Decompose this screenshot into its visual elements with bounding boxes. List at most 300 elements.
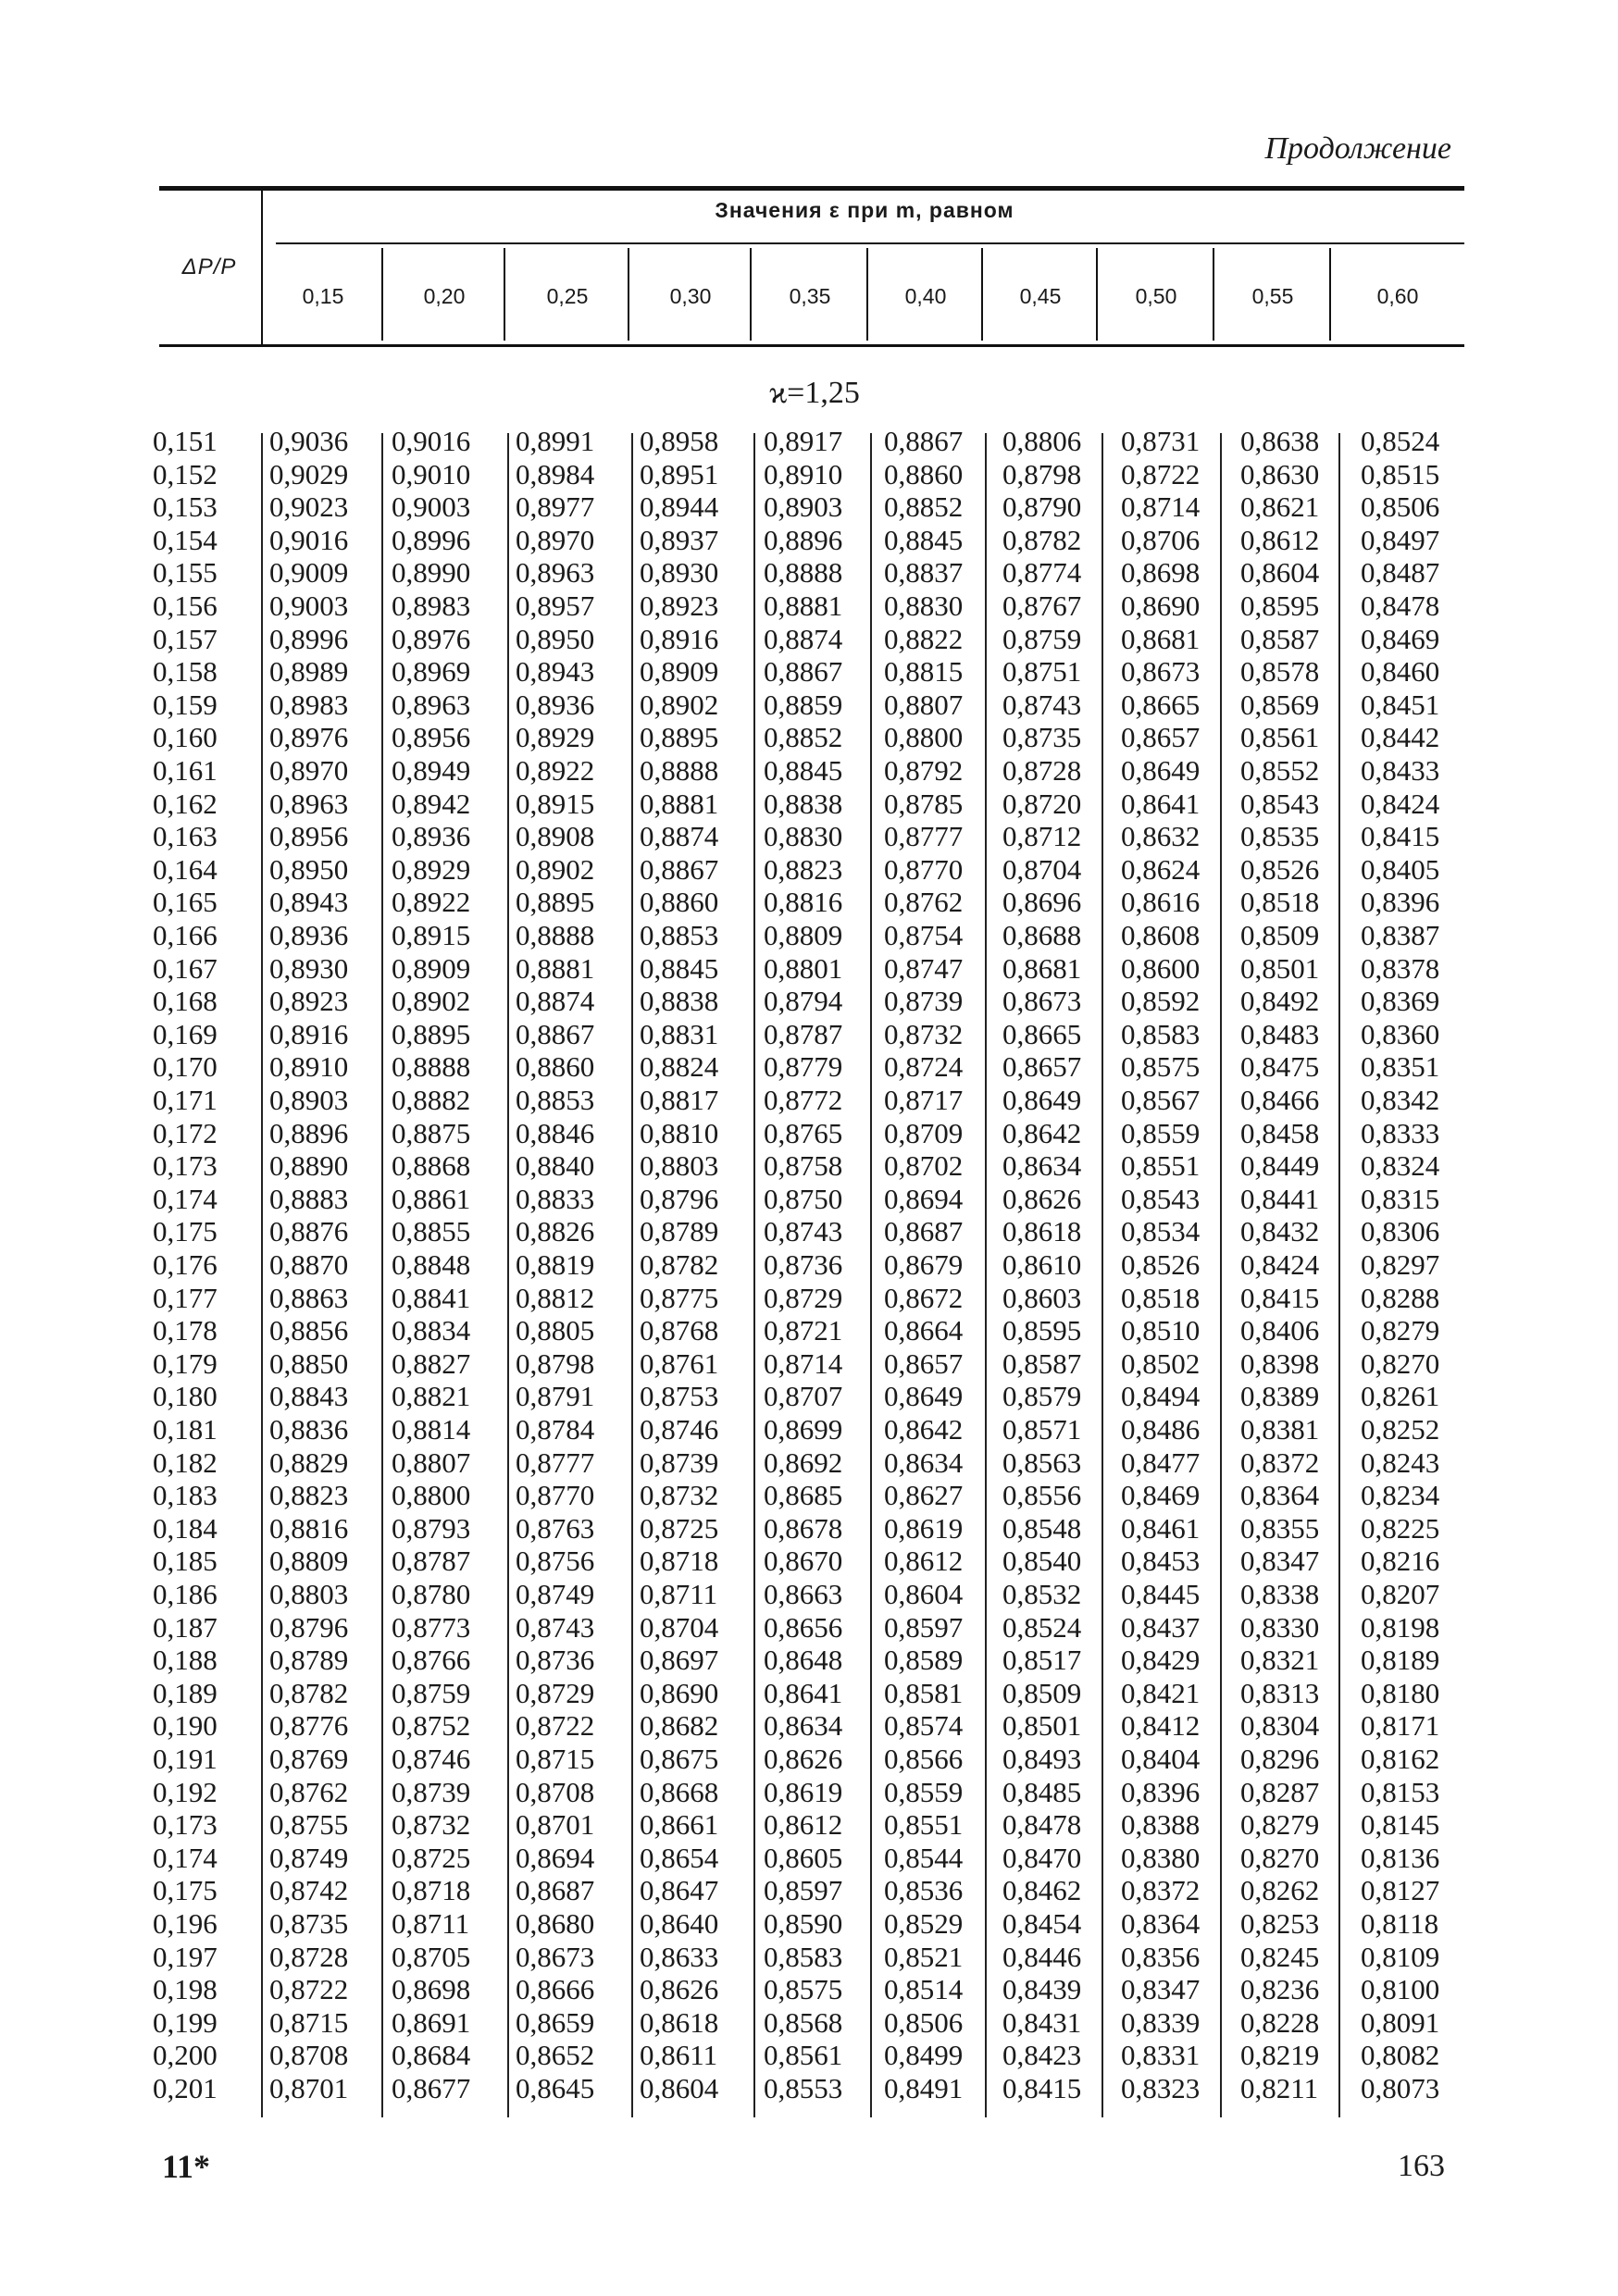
value-cell: 0,8563 (1002, 1446, 1082, 1479)
value-cell: 0,8867 (640, 852, 719, 886)
value-cell: 0,8396 (1121, 1775, 1201, 1808)
value-cell: 0,8888 (640, 754, 719, 787)
value-cell: 0,8656 (764, 1610, 843, 1644)
value-cell: 0,8270 (1361, 1347, 1440, 1380)
value-cell: 0,8983 (269, 688, 349, 721)
value-cell: 0,8491 (884, 2072, 964, 2104)
value-cell: 0,8432 (1240, 1215, 1320, 1248)
value-cell: 0,8909 (640, 655, 719, 689)
value-cell: 0,8731 (1121, 425, 1201, 457)
column-divider (381, 433, 383, 2117)
row-key-cell: 0,167 (153, 951, 218, 985)
row-key-cell: 0,169 (153, 1017, 218, 1050)
row-key-cell: 0,173 (153, 1808, 218, 1842)
value-cell: 0,8162 (1361, 1743, 1440, 1775)
row-key-cell: 0,162 (153, 787, 218, 820)
value-cell: 0,8909 (392, 951, 471, 985)
value-cell: 0,8845 (640, 951, 719, 985)
value-cell: 0,8442 (1361, 721, 1440, 754)
value-cell: 0,8718 (392, 1874, 471, 1907)
value-cell: 0,8777 (884, 820, 964, 853)
value-cell: 0,8437 (1121, 1610, 1201, 1644)
value-cell: 0,8705 (392, 1940, 471, 1973)
value-cell: 0,8575 (764, 1973, 843, 2006)
column-header-divider (1213, 248, 1214, 341)
value-cell: 0,8996 (269, 622, 349, 655)
value-cell: 0,8943 (516, 655, 595, 689)
value-cell: 0,8421 (1121, 1676, 1201, 1709)
value-cell: 0,8082 (1361, 2039, 1440, 2072)
row-key-cell: 0,173 (153, 1149, 218, 1183)
value-cell: 0,8882 (392, 1084, 471, 1116)
row-key-cell: 0,201 (153, 2072, 218, 2104)
value-cell: 0,8619 (884, 1511, 964, 1545)
row-key-cell: 0,174 (153, 1182, 218, 1215)
value-cell: 0,9023 (269, 490, 349, 524)
value-cell: 0,8321 (1240, 1644, 1320, 1677)
value-cell: 0,8722 (1121, 457, 1201, 490)
value-cell: 0,8687 (516, 1874, 595, 1907)
value-cell: 0,8387 (1361, 919, 1440, 951)
row-key-cell: 0,180 (153, 1380, 218, 1413)
value-cell: 0,8796 (269, 1610, 349, 1644)
value-cell: 0,8739 (640, 1446, 719, 1479)
value-cell: 0,8970 (269, 754, 349, 787)
value-cell: 0,8626 (764, 1743, 843, 1775)
value-cell: 0,8682 (640, 1709, 719, 1743)
value-cell: 0,8800 (392, 1479, 471, 1512)
value-cell: 0,8600 (1121, 951, 1201, 985)
row-key-cell: 0,171 (153, 1084, 218, 1116)
value-cell: 0,8603 (1002, 1281, 1082, 1314)
value-cell: 0,8852 (764, 721, 843, 754)
value-cell: 0,9029 (269, 457, 349, 490)
value-cell: 0,8742 (269, 1874, 349, 1907)
value-cell: 0,9010 (392, 457, 471, 490)
value-cell: 0,8868 (392, 1149, 471, 1183)
value-cell: 0,8670 (764, 1545, 843, 1578)
value-cell: 0,8874 (640, 820, 719, 853)
value-cell: 0,8916 (640, 622, 719, 655)
value-cell: 0,8848 (392, 1248, 471, 1281)
value-cell: 0,8694 (516, 1841, 595, 1874)
value-cell: 0,8916 (269, 1017, 349, 1050)
value-cell: 0,8216 (1361, 1545, 1440, 1578)
value-cell: 0,9003 (392, 490, 471, 524)
value-cell: 0,8798 (516, 1347, 595, 1380)
value-cell: 0,8958 (640, 425, 719, 457)
column-header-divider (504, 248, 505, 341)
value-cell: 0,8663 (764, 1578, 843, 1610)
value-cell: 0,8372 (1240, 1446, 1320, 1479)
value-cell: 0,9036 (269, 425, 349, 457)
value-cell: 0,8874 (764, 622, 843, 655)
value-cell: 0,8571 (1002, 1413, 1082, 1446)
value-cell: 0,8809 (269, 1545, 349, 1578)
value-cell: 0,8262 (1240, 1874, 1320, 1907)
value-cell: 0,8297 (1361, 1248, 1440, 1281)
value-cell: 0,8604 (884, 1578, 964, 1610)
column-header-divider (1329, 248, 1331, 341)
value-cell: 0,8470 (1002, 1841, 1082, 1874)
value-cell: 0,8807 (392, 1446, 471, 1479)
value-cell: 0,8439 (1002, 1973, 1082, 2006)
value-cell: 0,8923 (640, 590, 719, 622)
value-cell: 0,8659 (516, 2005, 595, 2039)
section-label: ϰ=1,25 (769, 376, 860, 410)
value-cell: 0,8709 (884, 1116, 964, 1149)
value-cell: 0,8908 (516, 820, 595, 853)
value-cell: 0,8526 (1240, 852, 1320, 886)
value-cell: 0,8587 (1002, 1347, 1082, 1380)
value-cell: 0,8339 (1121, 2005, 1201, 2039)
value-cell: 0,8752 (392, 1709, 471, 1743)
value-cell: 0,8881 (516, 951, 595, 985)
value-cell: 0,8714 (764, 1347, 843, 1380)
value-cell: 0,9003 (269, 590, 349, 622)
value-cell: 0,8704 (640, 1610, 719, 1644)
value-cell: 0,8497 (1361, 523, 1440, 556)
row-key-cell: 0,153 (153, 490, 218, 524)
value-cell: 0,8540 (1002, 1545, 1082, 1578)
value-cell: 0,8568 (764, 2005, 843, 2039)
value-cell: 0,8824 (640, 1050, 719, 1084)
value-cell: 0,8845 (884, 523, 964, 556)
value-cell: 0,8888 (764, 556, 843, 590)
column-header: 0,30 (669, 283, 712, 308)
column-header: 0,15 (302, 283, 344, 308)
value-cell: 0,8551 (884, 1808, 964, 1842)
column-header-divider (381, 248, 383, 341)
column-header-divider (866, 248, 868, 341)
value-cell: 0,8445 (1121, 1578, 1201, 1610)
value-cell: 0,8685 (764, 1479, 843, 1512)
value-cell: 0,8616 (1121, 886, 1201, 919)
value-cell: 0,8279 (1240, 1808, 1320, 1842)
row-key-cell: 0,189 (153, 1676, 218, 1709)
value-cell: 0,8654 (640, 1841, 719, 1874)
value-cell: 0,8136 (1361, 1841, 1440, 1874)
value-cell: 0,8728 (269, 1940, 349, 1973)
value-cell: 0,8732 (884, 1017, 964, 1050)
value-cell: 0,8790 (1002, 490, 1082, 524)
value-cell: 0,8624 (1121, 852, 1201, 886)
column-header: 0,40 (904, 283, 947, 308)
value-cell: 0,8809 (764, 919, 843, 951)
value-cell: 0,8796 (640, 1182, 719, 1215)
value-cell: 0,8853 (516, 1084, 595, 1116)
value-cell: 0,8627 (884, 1479, 964, 1512)
value-cell: 0,8535 (1240, 820, 1320, 853)
value-cell: 0,8697 (640, 1644, 719, 1677)
value-cell: 0,8648 (764, 1644, 843, 1677)
value-cell: 0,8342 (1361, 1084, 1440, 1116)
value-cell: 0,8936 (269, 919, 349, 951)
value-cell: 0,8641 (764, 1676, 843, 1709)
value-cell: 0,8826 (516, 1215, 595, 1248)
value-cell: 0,8423 (1002, 2039, 1082, 2072)
value-cell: 0,8770 (516, 1479, 595, 1512)
value-cell: 0,8812 (516, 1281, 595, 1314)
value-cell: 0,8619 (764, 1775, 843, 1808)
row-key-cell: 0,151 (153, 425, 218, 457)
column-header-divider (1096, 248, 1098, 341)
value-cell: 0,8991 (516, 425, 595, 457)
value-cell: 0,8668 (640, 1775, 719, 1808)
value-cell: 0,8755 (269, 1808, 349, 1842)
value-cell: 0,8936 (392, 820, 471, 853)
value-cell: 0,8770 (884, 852, 964, 886)
value-cell: 0,8612 (764, 1808, 843, 1842)
value-cell: 0,8514 (884, 1973, 964, 2006)
value-cell: 0,8983 (392, 590, 471, 622)
row-key-cell: 0,160 (153, 721, 218, 754)
value-cell: 0,8782 (1002, 523, 1082, 556)
value-cell: 0,8801 (764, 951, 843, 985)
value-cell: 0,8621 (1240, 490, 1320, 524)
value-cell: 0,8915 (392, 919, 471, 951)
value-cell: 0,8690 (640, 1676, 719, 1709)
value-cell: 0,8415 (1002, 2072, 1082, 2104)
value-cell: 0,8816 (764, 886, 843, 919)
value-cell: 0,8672 (884, 1281, 964, 1314)
top-rule (159, 186, 1464, 191)
value-cell: 0,8649 (1121, 754, 1201, 787)
value-cell: 0,8657 (1121, 721, 1201, 754)
value-cell: 0,8687 (884, 1215, 964, 1248)
row-key-cell: 0,175 (153, 1874, 218, 1907)
value-cell: 0,8930 (269, 951, 349, 985)
group-header: Значения ε при m, равном (715, 198, 1014, 222)
column-header-divider (981, 248, 983, 341)
value-cell: 0,8883 (269, 1182, 349, 1215)
value-cell: 0,8936 (516, 688, 595, 721)
value-cell: 0,8875 (392, 1116, 471, 1149)
value-cell: 0,8469 (1121, 1479, 1201, 1512)
row-key-cell: 0,159 (153, 688, 218, 721)
value-cell: 0,8944 (640, 490, 719, 524)
value-cell: 0,8626 (640, 1973, 719, 2006)
value-cell: 0,8751 (1002, 655, 1082, 689)
column-header: 0,35 (789, 283, 831, 308)
value-cell: 0,8517 (1002, 1644, 1082, 1677)
value-cell: 0,8791 (516, 1380, 595, 1413)
row-key-cell: 0,185 (153, 1545, 218, 1578)
value-cell: 0,8867 (764, 655, 843, 689)
value-cell: 0,8091 (1361, 2005, 1440, 2039)
value-cell: 0,8536 (884, 1874, 964, 1907)
value-cell: 0,8441 (1240, 1182, 1320, 1215)
value-cell: 0,8831 (640, 1017, 719, 1050)
value-cell: 0,8789 (269, 1644, 349, 1677)
value-cell: 0,8641 (1121, 787, 1201, 820)
value-cell: 0,9016 (392, 425, 471, 457)
value-cell: 0,8518 (1121, 1281, 1201, 1314)
value-cell: 0,8493 (1002, 1743, 1082, 1775)
value-cell: 0,8666 (516, 1973, 595, 2006)
column-header: 0,25 (546, 283, 589, 308)
value-cell: 0,8950 (516, 622, 595, 655)
value-cell: 0,8405 (1361, 852, 1440, 886)
value-cell: 0,8724 (884, 1050, 964, 1084)
value-cell: 0,9016 (269, 523, 349, 556)
value-cell: 0,8750 (764, 1182, 843, 1215)
value-cell: 0,8863 (269, 1281, 349, 1314)
value-cell: 0,8910 (269, 1050, 349, 1084)
value-cell: 0,8412 (1121, 1709, 1201, 1743)
row-key-cell: 0,182 (153, 1446, 218, 1479)
value-cell: 0,8524 (1361, 425, 1440, 457)
value-cell: 0,8837 (884, 556, 964, 590)
value-cell: 0,8225 (1361, 1511, 1440, 1545)
value-cell: 0,8717 (884, 1084, 964, 1116)
value-cell: 0,8698 (392, 1973, 471, 2006)
value-cell: 0,8575 (1121, 1050, 1201, 1084)
value-cell: 0,8618 (1002, 1215, 1082, 1248)
value-cell: 0,8707 (764, 1380, 843, 1413)
value-cell: 0,8922 (516, 754, 595, 787)
value-cell: 0,8984 (516, 457, 595, 490)
value-cell: 0,8561 (764, 2039, 843, 2072)
value-cell: 0,8501 (1240, 951, 1320, 985)
value-cell: 0,8543 (1240, 787, 1320, 820)
value-cell: 0,8610 (1002, 1248, 1082, 1281)
value-cell: 0,8969 (392, 655, 471, 689)
value-cell: 0,8492 (1240, 985, 1320, 1018)
value-cell: 0,8736 (764, 1248, 843, 1281)
value-cell: 0,8762 (884, 886, 964, 919)
value-cell: 0,8917 (764, 425, 843, 457)
value-cell: 0,8870 (269, 1248, 349, 1281)
value-cell: 0,8677 (392, 2072, 471, 2104)
value-cell: 0,8989 (269, 655, 349, 689)
value-cell: 0,8739 (884, 985, 964, 1018)
value-cell: 0,8810 (640, 1116, 719, 1149)
value-cell: 0,8696 (1002, 886, 1082, 919)
value-cell: 0,8559 (1121, 1116, 1201, 1149)
value-cell: 0,8708 (269, 2039, 349, 2072)
column-header-divider (750, 248, 752, 341)
value-cell: 0,8819 (516, 1248, 595, 1281)
value-cell: 0,8896 (269, 1116, 349, 1149)
value-cell: 0,8950 (269, 852, 349, 886)
value-cell: 0,8805 (516, 1314, 595, 1347)
value-cell: 0,8595 (1002, 1314, 1082, 1347)
value-cell: 0,8590 (764, 1907, 843, 1940)
value-cell: 0,8389 (1240, 1380, 1320, 1413)
value-cell: 0,8860 (516, 1050, 595, 1084)
value-cell: 0,8850 (269, 1347, 349, 1380)
value-cell: 0,8510 (1121, 1314, 1201, 1347)
value-cell: 0,8647 (640, 1874, 719, 1907)
value-cell: 0,8794 (764, 985, 843, 1018)
value-cell: 0,8861 (392, 1182, 471, 1215)
value-cell: 0,8509 (1002, 1676, 1082, 1709)
value-cell: 0,8729 (516, 1676, 595, 1709)
value-cell: 0,8506 (884, 2005, 964, 2039)
value-cell: 0,8661 (640, 1808, 719, 1842)
value-cell: 0,8642 (1002, 1116, 1082, 1149)
value-cell: 0,8768 (640, 1314, 719, 1347)
value-cell: 0,8612 (884, 1545, 964, 1578)
value-cell: 0,8499 (884, 2039, 964, 2072)
group-header-rule (276, 242, 1464, 244)
value-cell: 0,8296 (1240, 1743, 1320, 1775)
value-cell: 0,8739 (392, 1775, 471, 1808)
value-cell: 0,8649 (1002, 1084, 1082, 1116)
value-cell: 0,8228 (1240, 2005, 1320, 2039)
value-cell: 0,8735 (269, 1907, 349, 1940)
value-cell: 0,8347 (1240, 1545, 1320, 1578)
value-cell: 0,8645 (516, 2072, 595, 2104)
value-cell: 0,8529 (884, 1907, 964, 1940)
value-cell: 0,8642 (884, 1413, 964, 1446)
value-cell: 0,8679 (884, 1248, 964, 1281)
value-cell: 0,8338 (1240, 1578, 1320, 1610)
value-cell: 0,8618 (640, 2005, 719, 2039)
value-cell: 0,8331 (1121, 2039, 1201, 2072)
value-cell: 0,8396 (1361, 886, 1440, 919)
value-cell: 0,8548 (1002, 1511, 1082, 1545)
row-key-cell: 0,183 (153, 1479, 218, 1512)
row-key-cell: 0,165 (153, 886, 218, 919)
value-cell: 0,8592 (1121, 985, 1201, 1018)
value-cell: 0,8364 (1240, 1479, 1320, 1512)
value-cell: 0,8806 (1002, 425, 1082, 457)
value-cell: 0,8701 (269, 2072, 349, 2104)
value-cell: 0,8608 (1121, 919, 1201, 951)
value-cell: 0,8534 (1121, 1215, 1201, 1248)
value-cell: 0,8787 (392, 1545, 471, 1578)
value-cell: 0,8566 (884, 1743, 964, 1775)
value-cell: 0,8461 (1121, 1511, 1201, 1545)
value-cell: 0,8701 (516, 1808, 595, 1842)
value-cell: 0,8902 (640, 688, 719, 721)
value-cell: 0,8313 (1240, 1676, 1320, 1709)
value-cell: 0,8830 (884, 590, 964, 622)
value-cell: 0,8553 (764, 2072, 843, 2104)
value-cell: 0,8073 (1361, 2072, 1440, 2104)
value-cell: 0,8684 (392, 2039, 471, 2072)
value-cell: 0,8477 (1121, 1446, 1201, 1479)
value-cell: 0,8706 (1121, 523, 1201, 556)
value-cell: 0,8211 (1240, 2072, 1319, 2104)
value-cell: 0,8834 (392, 1314, 471, 1347)
value-cell: 0,8888 (392, 1050, 471, 1084)
value-cell: 0,8189 (1361, 1644, 1440, 1677)
value-cell: 0,8270 (1240, 1841, 1320, 1874)
value-cell: 0,8681 (1121, 622, 1201, 655)
value-cell: 0,8702 (884, 1149, 964, 1183)
value-cell: 0,8469 (1361, 622, 1440, 655)
value-cell: 0,8458 (1240, 1116, 1320, 1149)
value-cell: 0,8388 (1121, 1808, 1201, 1842)
value-cell: 0,8681 (1002, 951, 1082, 985)
value-cell: 0,8583 (1121, 1017, 1201, 1050)
value-cell: 0,8746 (640, 1413, 719, 1446)
value-cell: 0,8640 (640, 1907, 719, 1940)
column-divider (985, 433, 987, 2117)
value-cell: 0,8774 (1002, 556, 1082, 590)
value-cell: 0,8759 (392, 1676, 471, 1709)
value-cell: 0,8881 (764, 590, 843, 622)
value-cell: 0,8180 (1361, 1676, 1440, 1709)
value-cell: 0,8330 (1240, 1610, 1320, 1644)
value-cell: 0,8360 (1361, 1017, 1440, 1050)
value-cell: 0,8543 (1121, 1182, 1201, 1215)
value-cell: 0,8680 (516, 1907, 595, 1940)
value-cell: 0,8694 (884, 1182, 964, 1215)
